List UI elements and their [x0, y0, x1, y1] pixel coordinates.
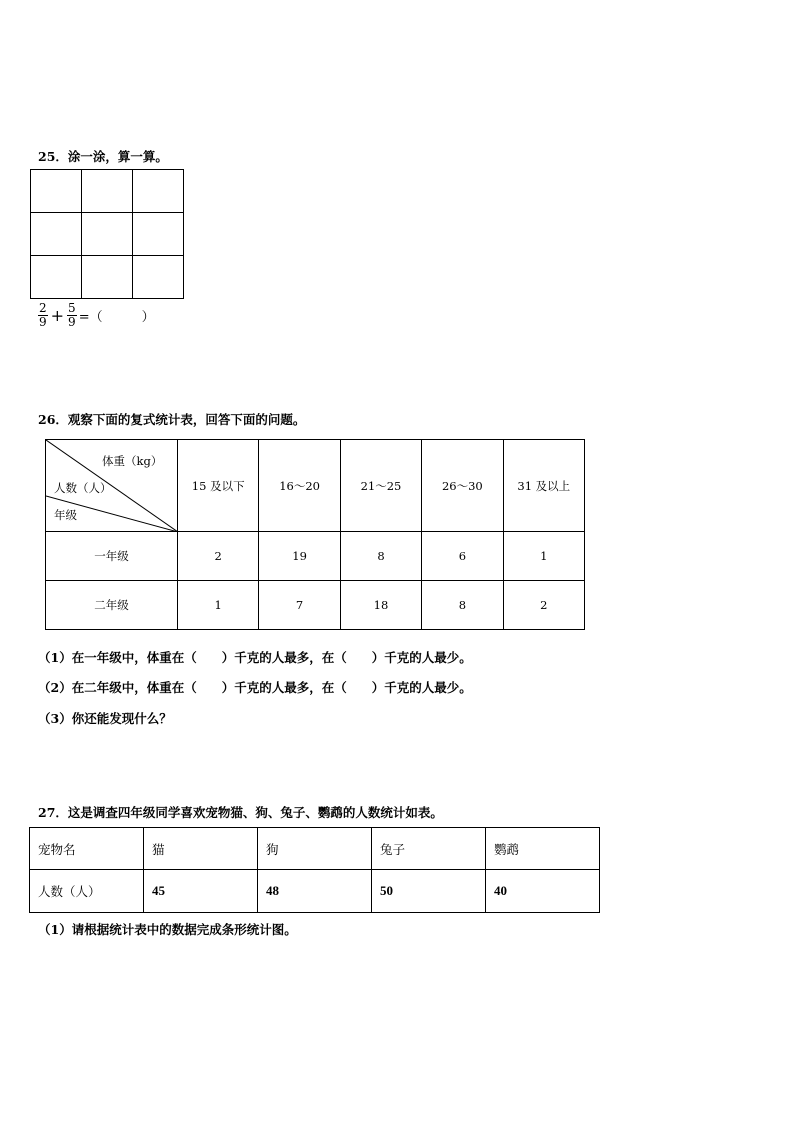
grid-cell[interactable] — [31, 256, 82, 299]
table-cell: 宠物名 — [30, 828, 144, 870]
column-header: 31 及以上 — [503, 440, 584, 532]
fraction-2-9 — [38, 302, 48, 329]
table-cell: 2 — [178, 532, 259, 581]
table-cell: 48 — [258, 870, 372, 913]
people-label: 人数（人） — [54, 481, 112, 495]
row-header: 二年级 — [46, 581, 178, 630]
column-header: 16～20 — [259, 440, 340, 532]
grid-cell[interactable] — [133, 213, 184, 256]
grid-cell[interactable] — [133, 170, 184, 213]
grid-cell[interactable] — [82, 213, 133, 256]
column-header: 15 及以下 — [178, 440, 259, 532]
numerator: 5 — [68, 301, 76, 315]
table-cell: 40 — [486, 870, 600, 913]
table-cell: 18 — [340, 581, 421, 630]
table-cell: 50 — [372, 870, 486, 913]
q27-pet-table — [29, 827, 600, 913]
grid-cell[interactable] — [133, 256, 184, 299]
table-cell: 8 — [340, 532, 421, 581]
table-row — [46, 581, 585, 630]
grid-cell[interactable] — [82, 170, 133, 213]
table-cell: 兔子 — [372, 828, 486, 870]
numerator: 2 — [39, 301, 47, 315]
table-header-row — [30, 828, 600, 870]
row-header: 一年级 — [46, 532, 178, 581]
table-cell: 2 — [503, 581, 584, 630]
weight-label: 体重（kg） — [102, 454, 163, 468]
table-cell: 8 — [422, 581, 503, 630]
answer-blank[interactable]: =（ ） — [78, 310, 155, 325]
table-cell: 狗 — [258, 828, 372, 870]
denominator: 9 — [39, 315, 47, 329]
table-row — [30, 870, 600, 913]
table-cell: 45 — [144, 870, 258, 913]
table-cell: 1 — [178, 581, 259, 630]
q25-expression — [38, 302, 155, 329]
table-cell: 7 — [259, 581, 340, 630]
table-cell: 1 — [503, 532, 584, 581]
q27-title: 27．这是调查四年级同学喜欢宠物猫、狗、兔子、鹦鹉的人数统计如表。 — [38, 805, 443, 820]
grid-cell[interactable] — [82, 256, 133, 299]
q26-stat-table — [45, 439, 585, 630]
q26-question-2: （2）在二年级中，体重在（ ）千克的人最多，在（ ）千克的人最少。 — [38, 680, 472, 695]
q26-question-1: （1）在一年级中，体重在（ ）千克的人最多，在（ ）千克的人最少。 — [38, 650, 472, 665]
q25-shading-grid — [30, 169, 184, 299]
column-header: 26～30 — [422, 440, 503, 532]
plus-sign: + — [50, 306, 65, 325]
grid-cell[interactable] — [31, 213, 82, 256]
grid-cell[interactable] — [31, 170, 82, 213]
column-header: 21～25 — [340, 440, 421, 532]
denominator: 9 — [68, 315, 76, 329]
table-cell: 人数（人） — [30, 870, 144, 913]
q26-question-3: （3）你还能发现什么？ — [38, 711, 172, 726]
diagonal-header-cell — [46, 440, 178, 532]
table-cell: 19 — [259, 532, 340, 581]
grade-label: 年级 — [54, 508, 77, 522]
q26-title: 26．观察下面的复式统计表，回答下面的问题。 — [38, 412, 306, 427]
fraction-5-9 — [67, 302, 77, 329]
table-cell: 6 — [422, 532, 503, 581]
table-cell: 猫 — [144, 828, 258, 870]
table-row — [46, 532, 585, 581]
q25-title: 25．涂一涂，算一算。 — [38, 149, 168, 164]
table-cell: 鹦鹉 — [486, 828, 600, 870]
q27-question-1: （1）请根据统计表中的数据完成条形统计图。 — [38, 922, 297, 937]
